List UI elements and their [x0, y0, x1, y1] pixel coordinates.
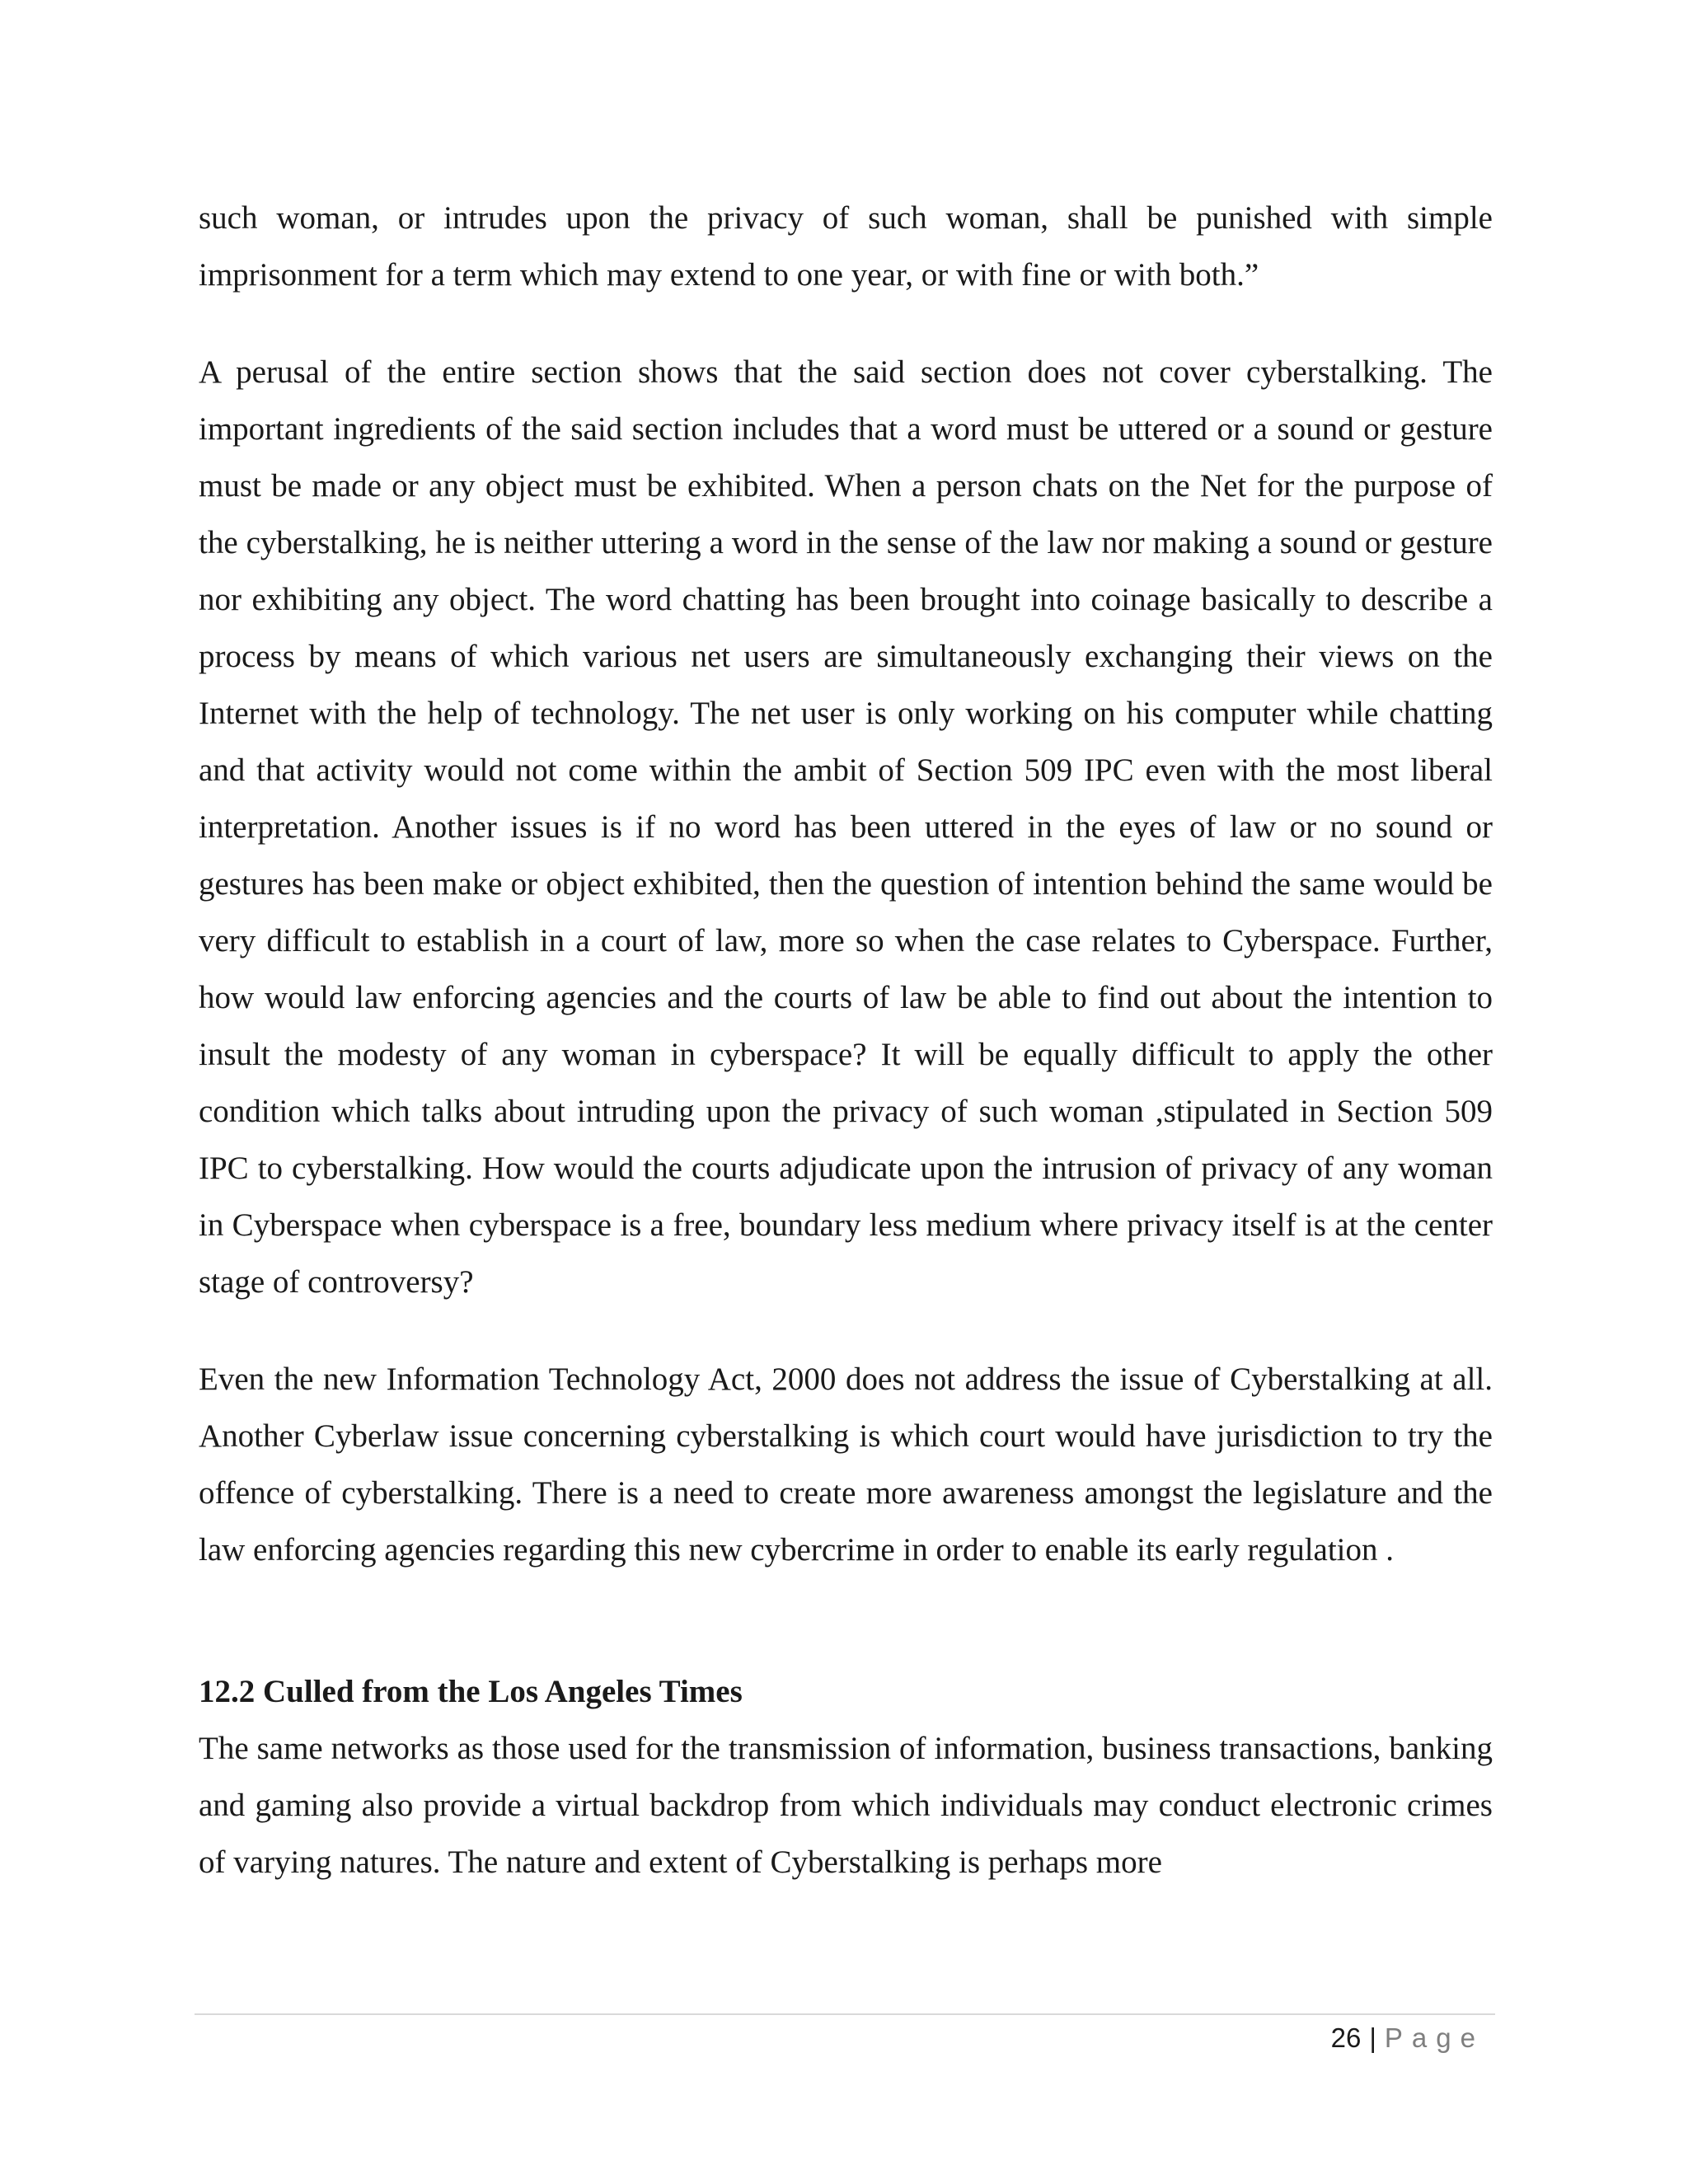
section-heading: 12.2 Culled from the Los Angeles Times [199, 1674, 743, 1709]
paragraph-section-analysis: A perusal of the entire section shows that the said section does not cover cyberstalking. The important ingredients of the said section includes that a word must be uttered or a sound or gesture must be made or any object must be exhibited. When a person chats on the Net for the purpose of the cyberstalking, he is neither uttering a word in the sense of the law nor making a sound or gesture nor exhibiting any object. The word chatting has been brought into coinage basically to describe a process by means of which various net users are simultaneously exchanging their views on the Internet with the help of technology. The net user is only working on his computer while chatting and that activity would not come within the ambit of Section 509 IPC even with the most liberal interpretation. Another issues is if no word has been uttered in the eyes of law or no sound or gestures has been make or object exhibited, then the question of intention behind the same would be very difficult to establish in a court of law, more so when the case relates to Cyberspace. Further, how would law enforcing agencies and the courts of law be able to find out about the intention to insult the modesty of any woman in cyberspace? It will be equally difficult to apply the other condition which talks about intruding upon the privacy of such woman ,stipulated in Section 509 IPC to cyberstalking. How would the courts adjudicate upon the intrusion of privacy of any woman in Cyberspace when cyberspace is a free, boundary less medium where privacy itself is at the center stage of controversy? [199, 354, 1493, 1300]
paragraph-la-times: The same networks as those used for the transmission of information, business transactions, banking and gaming also provide a virtual backdrop from which individuals may conduct electronic crimes of varying natures. The nature and extent of Cyberstalking is perhaps more [199, 1731, 1493, 1880]
page-footer [1331, 2020, 1484, 2056]
page-number: 26 [1330, 2022, 1362, 2053]
footer-divider [195, 2013, 1495, 2015]
paragraph-it-act: Even the new Information Technology Act, 2000 does not address the issue of Cyberstalking at all. Another Cyberlaw issue concerning cyberstalking is which court would have jurisdiction to try the offence of cyberstalking. There is a need to create more awareness amongst the legislature and the law enforcing agencies regarding this new cybercrime in order to enable its early regulation . [199, 1361, 1493, 1568]
page-label: Page [1384, 2022, 1484, 2053]
page-body [199, 190, 1493, 1891]
footer-separator: | [1369, 2022, 1376, 2053]
paragraph-quote-continuation: such woman, or intrudes upon the privacy of such woman, shall be punished with simple imprisonment for a term which may extend to one year, or with fine or with both.” [199, 200, 1493, 293]
